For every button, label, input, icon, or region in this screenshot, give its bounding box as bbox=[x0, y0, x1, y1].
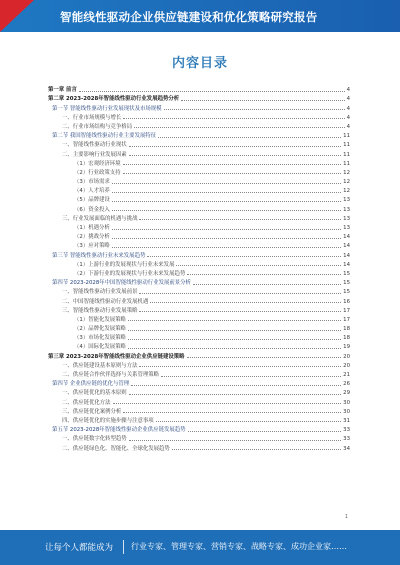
toc-entry-label: 一、行业市场规模与增长 bbox=[62, 114, 122, 121]
toc-entry[interactable] bbox=[48, 112, 350, 121]
toc-heading: 内容目录 bbox=[171, 56, 228, 71]
toc-entry-label: （3）市场需求 bbox=[74, 179, 110, 186]
toc-dot-leader bbox=[129, 155, 341, 156]
toc-entry-label: 二、行业市场结构与竞争格局 bbox=[62, 123, 133, 130]
toc-entry-label: 第五节 2023-2028年智能线性驱动企业供应链发展趋势 bbox=[52, 427, 186, 434]
toc-entry[interactable] bbox=[48, 314, 350, 323]
toc-entry-page: 12 bbox=[343, 169, 350, 176]
toc-dot-leader bbox=[128, 320, 341, 321]
toc-entry-page: 15 bbox=[343, 289, 350, 296]
toc-entry[interactable] bbox=[48, 387, 350, 396]
toc-entry-label: （2）挑战分析 bbox=[74, 234, 110, 241]
toc-entry-label: （2）行业政策支持 bbox=[74, 169, 121, 176]
toc-dot-leader bbox=[181, 100, 344, 101]
toc-entry[interactable] bbox=[48, 277, 350, 286]
toc-entry[interactable] bbox=[48, 148, 350, 157]
toc-dot-leader bbox=[156, 421, 341, 422]
toc-entry-page: 11 bbox=[343, 142, 350, 149]
toc-entry[interactable] bbox=[48, 341, 350, 350]
toc-entry-page: 16 bbox=[343, 298, 350, 305]
toc-entry-label: 第一章 前言 bbox=[48, 87, 77, 94]
toc-entry[interactable] bbox=[48, 369, 350, 378]
toc-entry[interactable] bbox=[48, 139, 350, 148]
toc-entry-page: 13 bbox=[343, 215, 350, 222]
toc-entry-label: （2）品牌化发展策略 bbox=[74, 326, 126, 333]
toc-entry[interactable] bbox=[48, 121, 350, 130]
toc-entry[interactable] bbox=[48, 406, 350, 415]
toc-entry-label: （1）智能化发展策略 bbox=[74, 316, 126, 323]
toc-dot-leader bbox=[129, 146, 341, 147]
toc-dot-leader bbox=[139, 311, 341, 312]
toc-dot-leader bbox=[113, 403, 342, 404]
toc-entry-page: 4 bbox=[346, 114, 350, 121]
toc-entry-label: （1）机遇分析 bbox=[74, 225, 110, 231]
toc-entry-page: 34 bbox=[343, 445, 350, 452]
toc-dot-leader bbox=[112, 229, 341, 230]
toc-dot-leader bbox=[123, 173, 342, 174]
toc-dot-leader bbox=[128, 339, 341, 340]
toc-entry[interactable] bbox=[48, 213, 350, 222]
toc-dot-leader bbox=[123, 412, 341, 413]
toc-entry-label: （6）资金投入 bbox=[74, 206, 110, 213]
toc-dot-leader bbox=[164, 109, 345, 110]
toc-dot-leader bbox=[128, 348, 341, 349]
toc-entry-label: （5）品牌建设 bbox=[74, 197, 110, 204]
toc-entry-label: 一、智能线性驱动行业现状 bbox=[62, 142, 127, 149]
toc-entry-page: 4 bbox=[346, 105, 350, 112]
toc-entry-page: 4 bbox=[346, 123, 350, 130]
toc-dot-leader bbox=[112, 201, 341, 202]
toc-entry-label: （3）市场化发展策略 bbox=[74, 335, 126, 342]
toc-entry-label: 一、供应链建设基本原则与方法 bbox=[62, 362, 138, 369]
toc-entry[interactable] bbox=[48, 396, 350, 405]
toc-entry-page: 21 bbox=[343, 372, 350, 378]
toc-entry-page: 20 bbox=[343, 362, 350, 369]
toc-entry[interactable] bbox=[48, 295, 350, 304]
toc-entry-label: （1）上游行业的发展现状与行业未来发展 bbox=[74, 261, 175, 268]
toc-entry-page: 17 bbox=[343, 316, 350, 323]
toc-entry[interactable] bbox=[48, 259, 350, 268]
toc-entry-label: 第三节 智能线性驱动行业未来发展趋势 bbox=[52, 252, 146, 259]
toc-entry-page: 18 bbox=[343, 326, 350, 333]
toc-dot-leader bbox=[129, 394, 341, 395]
toc-entry[interactable] bbox=[48, 84, 350, 93]
toc-entry[interactable] bbox=[48, 130, 350, 139]
toc-entry-page: 13 bbox=[343, 197, 350, 204]
toc-entry-label: （3）应对策略 bbox=[74, 243, 110, 250]
toc-entry[interactable] bbox=[48, 323, 350, 332]
toc-entry-label: （4）人才培养 bbox=[74, 188, 110, 195]
toc-entry-label: 二、主要影响行业发展因素 bbox=[62, 151, 127, 158]
toc-entry-page: 15 bbox=[343, 270, 350, 277]
toc-entry[interactable] bbox=[48, 249, 350, 258]
toc-entry-page: 30 bbox=[343, 399, 350, 406]
toc-dot-leader bbox=[187, 357, 342, 358]
toc-entry-page: 11 bbox=[343, 133, 350, 140]
toc-entry-label: 三、行业发展面临的机遇与挑战 bbox=[62, 215, 138, 222]
toc-entry-label: 第三章 2023-2028年智能线性驱动企业供应链建设策略 bbox=[48, 353, 185, 360]
toc-entry-page: 33 bbox=[343, 436, 350, 443]
toc-dot-leader bbox=[112, 238, 341, 239]
toc-dot-leader bbox=[112, 247, 341, 248]
toc-entry-page: 20 bbox=[343, 353, 350, 360]
toc-dot-leader bbox=[112, 183, 341, 184]
toc-entry-label: 三、智能线性驱动行业发展策略 bbox=[62, 307, 138, 314]
toc-dot-leader bbox=[112, 210, 341, 211]
toc-dot-leader bbox=[79, 91, 345, 92]
toc-entry-label: 二、供应链优化方法 bbox=[62, 399, 111, 406]
header-accent-triangle bbox=[0, 0, 34, 32]
toc-entry-label: 第四节 企业供应链的优化与管理 bbox=[52, 381, 130, 388]
report-title: 智能线性驱动企业供应链建设和优化策略研究报告 bbox=[60, 10, 318, 24]
toc-entry-label: （1）宏观经济环境 bbox=[74, 160, 121, 167]
table-of-contents bbox=[48, 84, 350, 452]
toc-entry[interactable] bbox=[48, 286, 350, 295]
toc-entry-page: 4 bbox=[346, 87, 350, 94]
toc-entry[interactable] bbox=[48, 231, 350, 240]
toc-entry-page: 15 bbox=[343, 280, 350, 287]
toc-dot-leader bbox=[123, 118, 344, 119]
toc-entry-page: 12 bbox=[343, 188, 350, 195]
toc-dot-leader bbox=[161, 376, 341, 377]
toc-entry[interactable] bbox=[48, 240, 350, 249]
toc-entry[interactable] bbox=[48, 424, 350, 433]
toc-entry[interactable] bbox=[48, 305, 350, 314]
toc-entry[interactable] bbox=[48, 167, 350, 176]
toc-entry-label: 一、智能线性驱动行业发展前景 bbox=[62, 289, 138, 296]
toc-entry-label: 二、中国智能线性驱动行业发展机遇 bbox=[62, 298, 149, 305]
toc-entry-page: 13 bbox=[343, 206, 350, 213]
toc-dot-leader bbox=[139, 293, 341, 294]
toc-entry-label: （2）下游行业的发展现状与行业未来发展趋势 bbox=[74, 270, 186, 277]
toc-dot-leader bbox=[139, 219, 341, 220]
toc-entry[interactable] bbox=[48, 93, 350, 102]
toc-entry[interactable] bbox=[48, 194, 350, 203]
toc-entry-page: 19 bbox=[343, 344, 350, 351]
toc-entry-label: 一、供应链数字化转型趋势 bbox=[62, 436, 127, 443]
toc-entry[interactable] bbox=[48, 442, 350, 451]
toc-entry-page: 29 bbox=[343, 390, 350, 397]
toc-entry-page: 11 bbox=[343, 151, 350, 158]
toc-entry-label: 第二节 我国智能线性驱动行业主要发展特征 bbox=[52, 133, 157, 140]
toc-entry-label: 一、供应链优化的基本原则 bbox=[62, 390, 127, 397]
toc-entry-page: 12 bbox=[343, 179, 350, 186]
toc-entry-page: 30 bbox=[343, 408, 350, 415]
toc-dot-leader bbox=[147, 256, 341, 257]
toc-entry[interactable] bbox=[48, 185, 350, 194]
toc-entry-label: 二、供应链绿色化、智能化、全球化发展趋势 bbox=[62, 445, 170, 452]
toc-entry-label: 三、供应链优化案例分析 bbox=[62, 408, 122, 415]
toc-entry-page: 18 bbox=[343, 335, 350, 342]
toc-entry[interactable] bbox=[48, 222, 350, 231]
header-banner bbox=[0, 0, 400, 32]
toc-dot-leader bbox=[188, 431, 342, 432]
toc-dot-leader bbox=[128, 330, 341, 331]
toc-entry[interactable] bbox=[48, 158, 350, 167]
toc-dot-leader bbox=[187, 274, 341, 275]
toc-entry-label: （4）国际化发展策略 bbox=[74, 344, 126, 351]
toc-entry-page: 33 bbox=[343, 427, 350, 434]
toc-dot-leader bbox=[129, 440, 341, 441]
toc-entry-page: 11 bbox=[343, 160, 350, 167]
toc-dot-leader bbox=[123, 164, 342, 165]
toc-entry[interactable] bbox=[48, 350, 350, 359]
toc-entry-label: 第四节 2023-2028年中国智能线性驱动行业发展前景分析 bbox=[52, 280, 191, 287]
toc-dot-leader bbox=[131, 385, 341, 386]
toc-dot-leader bbox=[112, 192, 341, 193]
toc-dot-leader bbox=[158, 137, 341, 138]
toc-entry-page: 13 bbox=[343, 225, 350, 231]
toc-dot-leader bbox=[176, 265, 341, 266]
toc-entry-page: 14 bbox=[343, 261, 350, 268]
toc-entry-page: 31 bbox=[343, 417, 350, 424]
toc-entry-label: 四、供应链优化的实施步骤与注意事项 bbox=[62, 417, 154, 424]
footer-slogan: 行业专家、管理专家、营销专家、战略专家、成功企业家…… bbox=[131, 542, 347, 551]
toc-entry[interactable] bbox=[48, 268, 350, 277]
toc-entry[interactable] bbox=[48, 415, 350, 424]
footer-banner bbox=[0, 530, 400, 565]
footer-divider bbox=[123, 540, 124, 554]
toc-entry[interactable] bbox=[48, 378, 350, 387]
toc-entry-page: 4 bbox=[346, 96, 350, 103]
toc-dot-leader bbox=[150, 302, 341, 303]
toc-entry[interactable] bbox=[48, 360, 350, 369]
toc-entry[interactable] bbox=[48, 433, 350, 442]
page-number: 1 bbox=[344, 514, 348, 520]
toc-entry-page: 14 bbox=[343, 252, 350, 259]
toc-entry-label: 二、供应链合作伙伴选择与关系管理策略 bbox=[62, 372, 160, 378]
toc-entry-label: 第二章 2023-2028年智能线性驱动行业发展趋势分析 bbox=[48, 96, 180, 103]
toc-dot-leader bbox=[172, 449, 341, 450]
toc-entry[interactable] bbox=[48, 203, 350, 212]
footer-brand-text: 让每个人都能成为 bbox=[45, 543, 114, 553]
toc-entry-page: 14 bbox=[343, 234, 350, 241]
toc-dot-leader bbox=[134, 127, 344, 128]
toc-entry[interactable] bbox=[48, 332, 350, 341]
toc-entry[interactable] bbox=[48, 176, 350, 185]
toc-entry-page: 14 bbox=[343, 243, 350, 250]
toc-dot-leader bbox=[139, 366, 341, 367]
toc-entry[interactable] bbox=[48, 102, 350, 111]
toc-entry-page: 26 bbox=[343, 381, 350, 388]
toc-dot-leader bbox=[193, 284, 341, 285]
toc-entry-page: 17 bbox=[343, 307, 350, 314]
toc-entry-label: 第一节 智能线性驱动行业发展现状及市场规模 bbox=[52, 105, 162, 112]
